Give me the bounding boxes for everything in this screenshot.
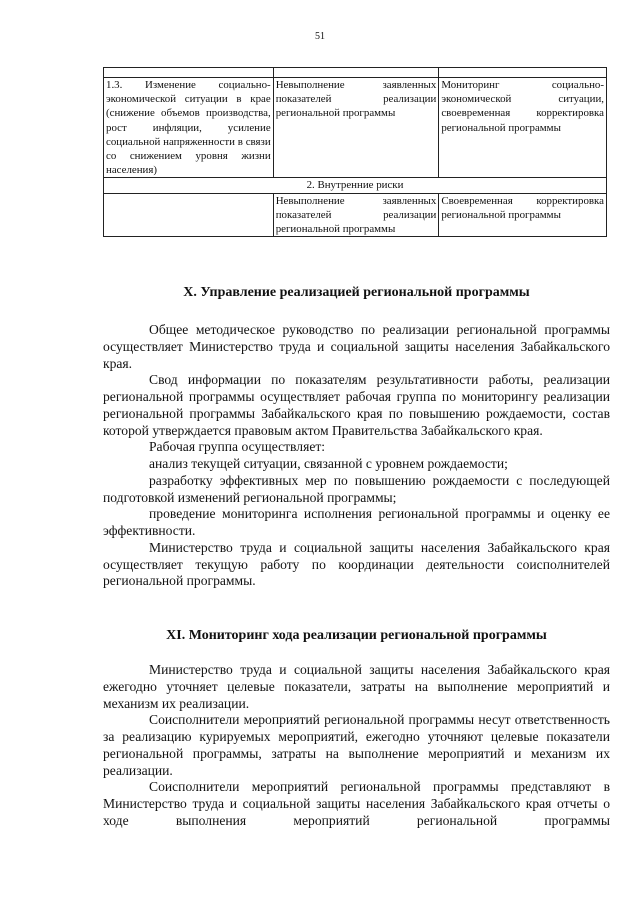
section-x-body — [103, 322, 610, 590]
table-section-row — [104, 178, 607, 193]
paragraph: Рабочая группа осуществляет: — [149, 439, 326, 455]
section-x-heading: X. Управление реализацией региональной программы — [183, 285, 530, 300]
consequence-cell: Невыполнение заявленных показателей реализации региональной программы — [273, 78, 439, 178]
section-title-internal-risks: 2. Внутренние риски — [104, 178, 607, 193]
table-cell — [104, 68, 274, 78]
measures-cell: Мониторинг социально-экономической ситуации, своевременная корректировка региональной программы — [439, 78, 607, 178]
section-xi — [103, 627, 610, 644]
section-xi-heading: XI. Мониторинг хода реализации региональной программы — [166, 628, 547, 643]
paragraph: Соисполнители мероприятий региональной программы представляют в Министерство труда и социальной защиты населения Забайкальского края отчеты о ходе выполнения мероприятий региональной программы — [103, 779, 610, 828]
table-row — [104, 78, 607, 178]
paragraph: Министерство труда и социальной защиты населения Забайкальского края ежегодно уточняет целевые показатели, затраты на выполнение мероприятий и механизм их реализации. — [103, 662, 610, 711]
consequence-cell: Невыполнение заявленных показателей реализации региональной программы — [273, 193, 439, 237]
page-number: 51 — [315, 31, 325, 42]
table-cell — [439, 68, 607, 78]
table-row — [104, 68, 607, 78]
paragraph: Свод информации по показателям результативности работы, реализации региональной программы осуществляет рабочая группа по мониторингу реализации региональной программы Забайкальского края по повышению рождаемости, состав которой утверждается правовым актом Правительства Забайкальского края. — [103, 372, 610, 438]
section-xi-body — [103, 662, 610, 830]
section-x — [103, 284, 610, 301]
paragraph: Министерство труда и социальной защиты населения Забайкальского края осуществляет текущую работу по координации деятельности соисполнителей региональной программы. — [103, 539, 610, 589]
table-cell — [273, 68, 439, 78]
risk-cell — [104, 193, 274, 237]
table-row — [104, 193, 607, 237]
measures-cell: Своевременная корректировка региональной программы — [439, 193, 607, 237]
paragraph: анализ текущей ситуации, связанной с уровнем рождаемости; — [149, 456, 508, 471]
risk-table — [103, 67, 607, 237]
risk-cell: 1.3. Изменение социально-экономической ситуации в крае (снижение объемов производства, рост инфляции, усиление социальной напряженности в связи со снижением уровня жизни населения) — [104, 78, 274, 178]
paragraph: разработку эффективных мер по повышению рождаемости с последующей подготовкой изменений региональной программы; — [103, 472, 610, 505]
paragraph: Соисполнители мероприятий региональной программы несут ответственность за реализацию курируемых мероприятий, ежегодно уточняют целевые показатели региональной программы, затраты на выполнение мероприятий и механизм их реализации. — [103, 712, 610, 778]
paragraph: Общее методическое руководство по реализации региональной программы осуществляет Министерство труда и социальной защиты населения Забайкальского края. — [103, 322, 610, 371]
paragraph: проведение мониторинга исполнения региональной программы и оценку ее эффективности. — [103, 506, 610, 538]
